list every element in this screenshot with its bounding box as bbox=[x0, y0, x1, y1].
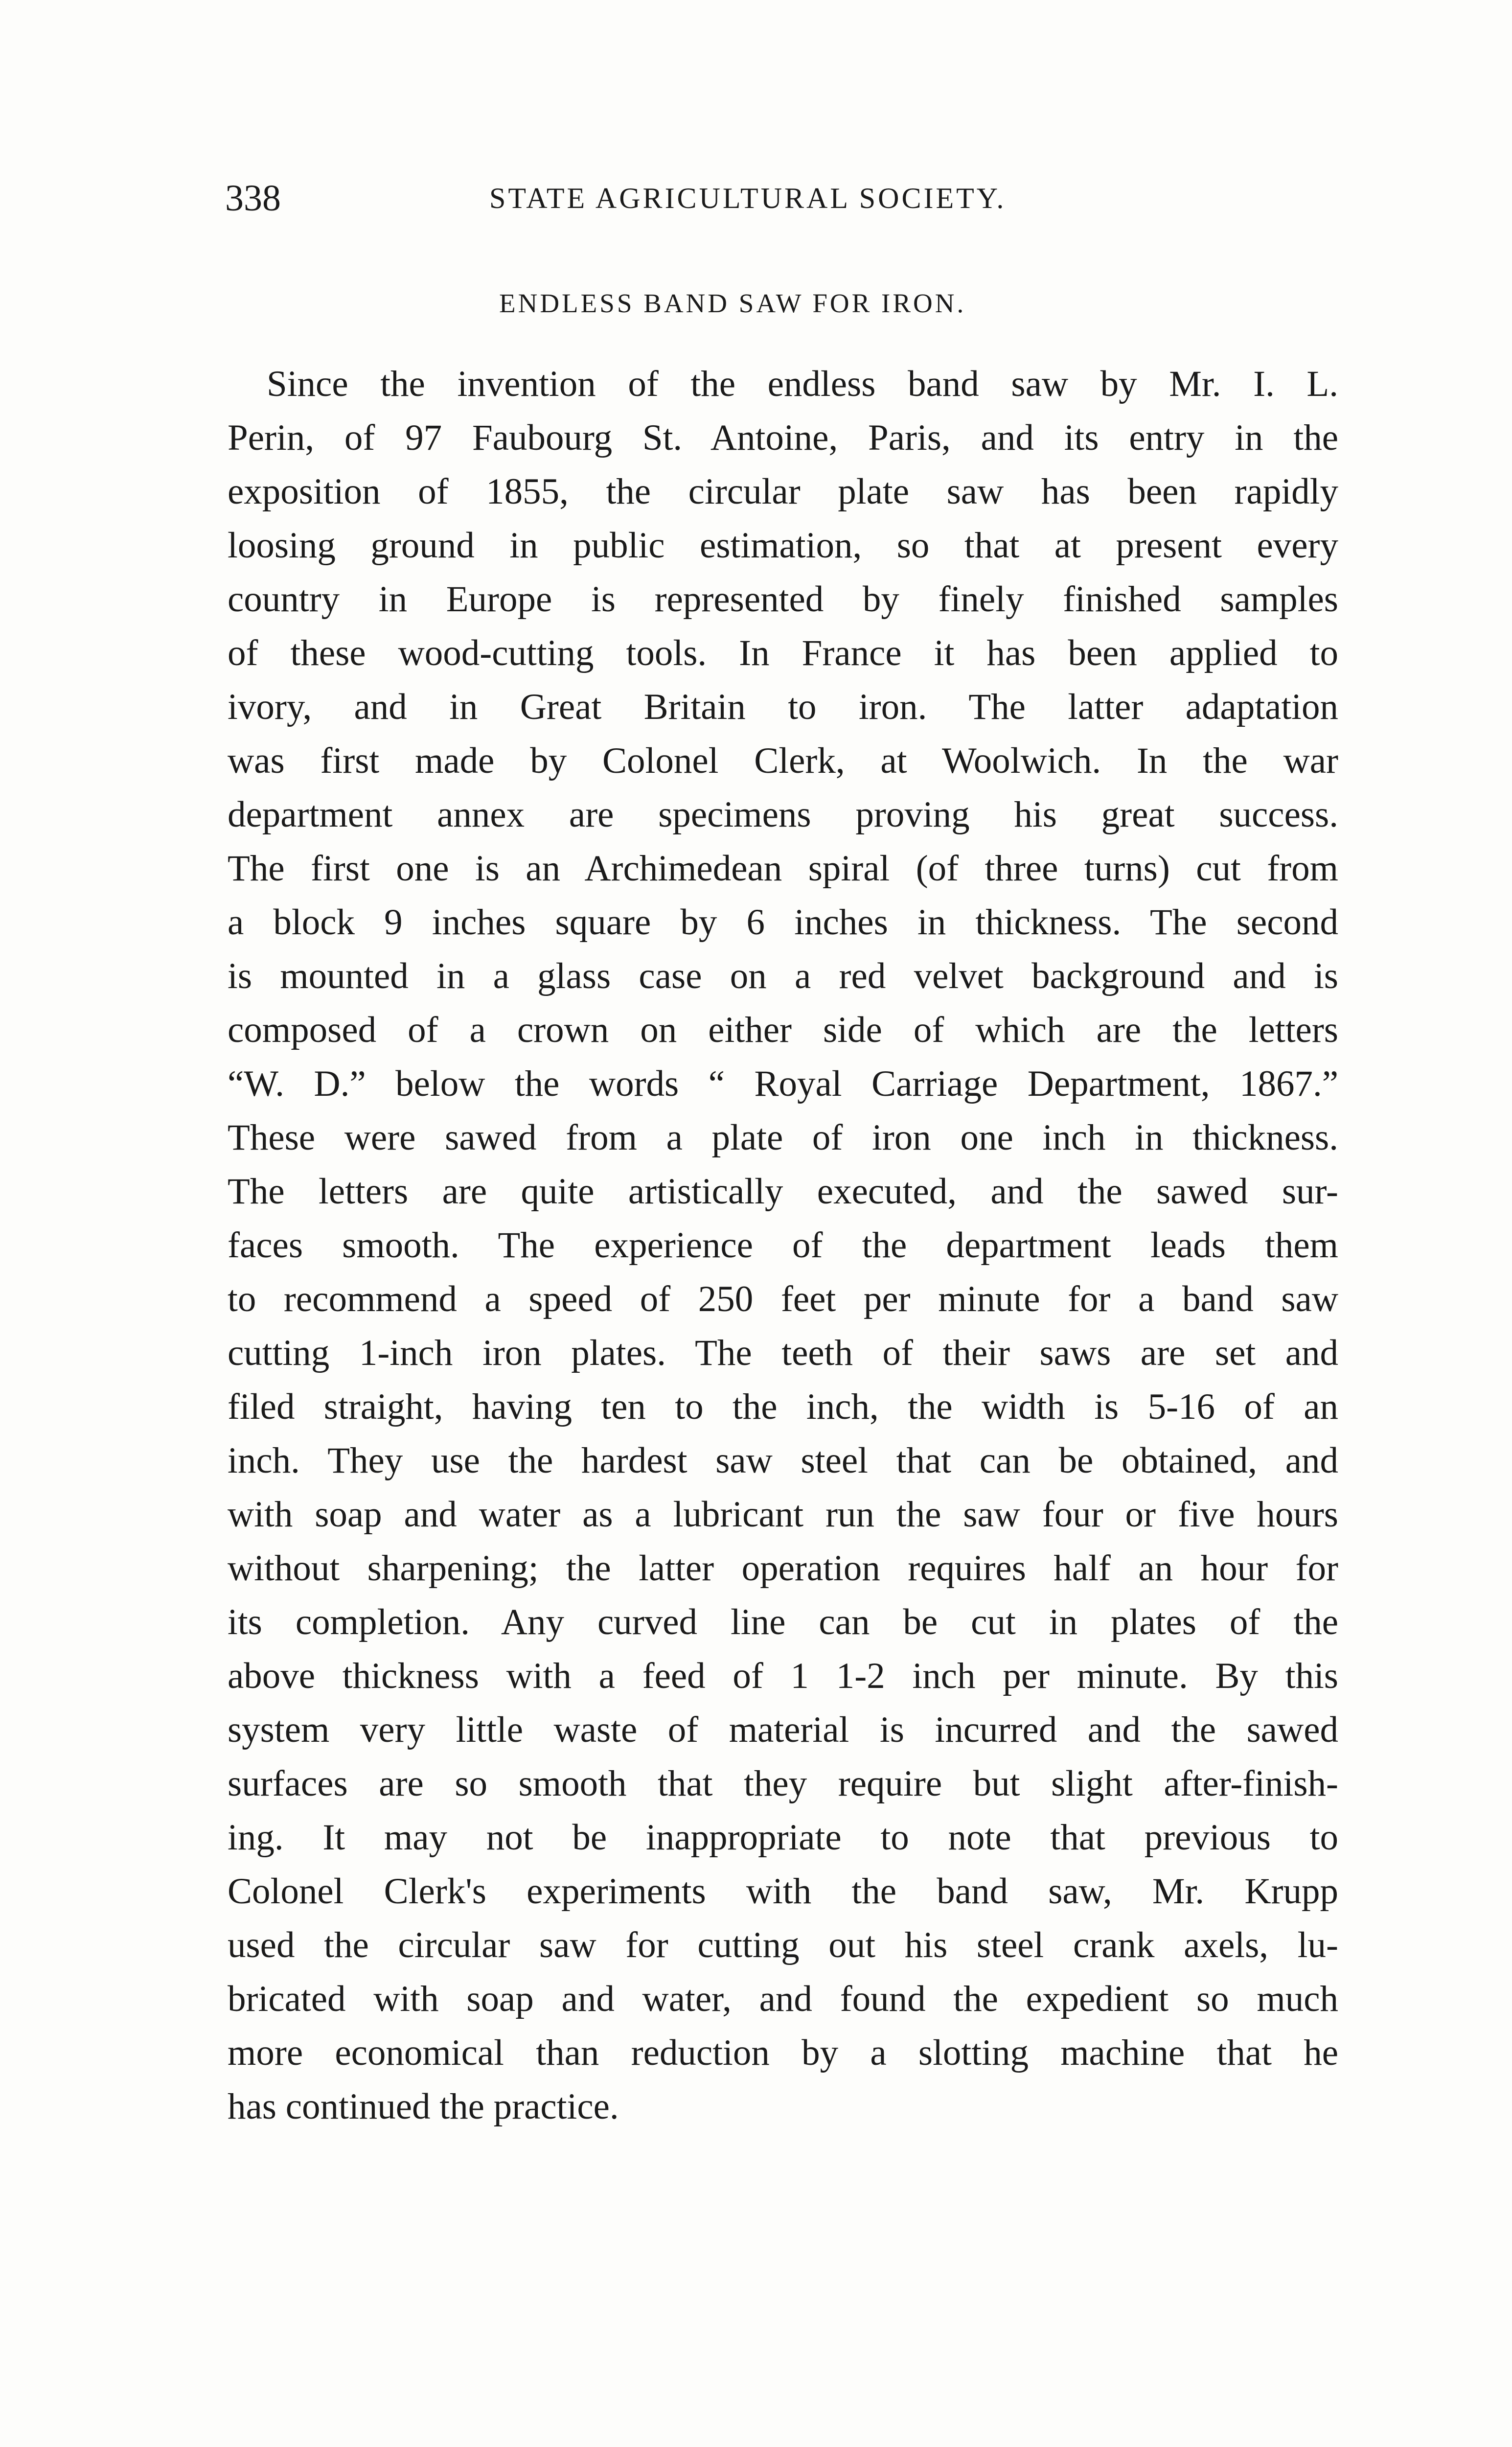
text-line: Colonel Clerk's experiments with the band saw, Mr. Krupp bbox=[228, 1871, 1338, 1912]
text-line: system very little waste of material is incurred and the sawed bbox=[228, 1709, 1338, 1750]
running-head bbox=[225, 176, 1326, 220]
text-line: ivory, and in Great Britain to iron. The latter adaptation bbox=[228, 687, 1338, 727]
text-line: The first one is an Archimedean spiral (of three turns) cut from bbox=[228, 848, 1338, 889]
text-line: department annex are specimens proving his great success. bbox=[228, 794, 1338, 835]
text-line: to recommend a speed of 250 feet per minute for a band saw bbox=[228, 1279, 1338, 1319]
text-line: surfaces are so smooth that they require but slight after-finish- bbox=[228, 1763, 1338, 1804]
text-line: is mounted in a glass case on a red velvet background and is bbox=[228, 956, 1338, 996]
body-paragraph bbox=[228, 357, 1338, 2134]
text-line: used the circular saw for cutting out his steel crank axels, lu- bbox=[228, 1925, 1338, 1965]
page-number: 338 bbox=[225, 178, 281, 219]
text-line: bricated with soap and water, and found the expedient so much bbox=[228, 1979, 1338, 2019]
text-line: “W. D.” below the words “ Royal Carriage Department, 1867.” bbox=[228, 1063, 1338, 1104]
text-line: Since the invention of the endless band saw by Mr. I. L. bbox=[267, 364, 1338, 404]
text-line: has continued the practice. bbox=[228, 2086, 619, 2127]
text-line: The letters are quite artistically executed, and the sawed sur- bbox=[228, 1171, 1338, 1212]
text-line: inch. They use the hardest saw steel that can be obtained, and bbox=[228, 1440, 1338, 1481]
text-line: ing. It may not be inappropriate to note that previous to bbox=[228, 1817, 1338, 1858]
text-line: more economical than reduction by a slotting machine that he bbox=[228, 2032, 1338, 2073]
text-line: These were sawed from a plate of iron one inch in thickness. bbox=[228, 1117, 1338, 1158]
text-line: cutting 1-inch iron plates. The teeth of their saws are set and bbox=[228, 1333, 1338, 1373]
text-line: its completion. Any curved line can be cut in plates of the bbox=[228, 1602, 1338, 1642]
text-line: without sharpening; the latter operation requires half an hour for bbox=[228, 1548, 1338, 1589]
text-line: of these wood-cutting tools. In France it has been applied to bbox=[228, 633, 1338, 673]
text-line: composed of a crown on either side of which are the letters bbox=[228, 1010, 1338, 1050]
text-line: a block 9 inches square by 6 inches in thickness. The second bbox=[228, 902, 1338, 943]
text-line: loosing ground in public estimation, so that at present every bbox=[228, 525, 1338, 566]
running-title: STATE AGRICULTURAL SOCIETY. bbox=[489, 182, 1007, 214]
text-line: Perin, of 97 Faubourg St. Antoine, Paris, and its entry in the bbox=[228, 417, 1338, 458]
text-line: exposition of 1855, the circular plate saw has been rapidly bbox=[228, 471, 1338, 512]
section-title: ENDLESS BAND SAW FOR IRON. bbox=[499, 288, 966, 318]
text-line: was first made by Colonel Clerk, at Woolwich. In the war bbox=[228, 740, 1338, 781]
text-line: above thickness with a feed of 1 1-2 inch per minute. By this bbox=[228, 1656, 1338, 1696]
text-line: with soap and water as a lubricant run the saw four or five hours bbox=[228, 1494, 1338, 1535]
text-line: country in Europe is represented by finely finished samples bbox=[228, 579, 1338, 620]
text-line: faces smooth. The experience of the department leads them bbox=[228, 1225, 1338, 1266]
text-line: filed straight, having ten to the inch, the width is 5-16 of an bbox=[228, 1386, 1338, 1427]
